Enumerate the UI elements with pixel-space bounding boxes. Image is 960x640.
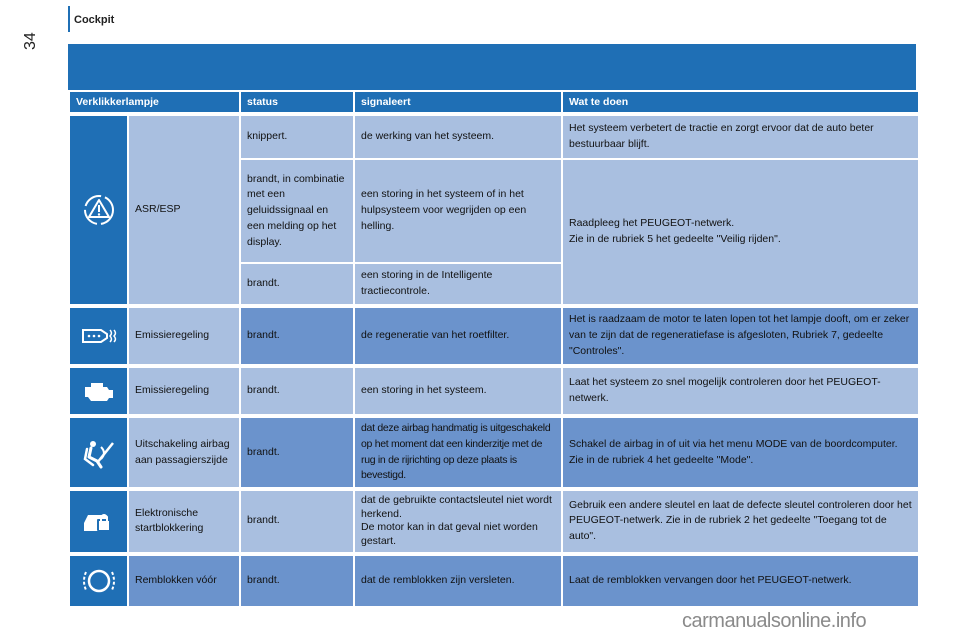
status-cell: brandt. <box>241 418 353 487</box>
signal-cell: een storing in het systeem of in het hulpsysteem voor wegrijden op een helling. <box>355 158 561 262</box>
action-cell: Het systeem verbetert de tractie en zorgt ervoor dat de auto beter bestuurbaar blijft. <box>563 116 918 158</box>
action-cell: Laat de remblokken vervangen door het PEUGEOT-netwerk. <box>563 556 918 606</box>
status-cell: brandt. <box>241 308 353 364</box>
lamp-name: Emissieregeling <box>129 308 239 364</box>
action-cell <box>563 158 918 304</box>
table-row <box>70 368 918 414</box>
status-cell: brandt, in combinatie met een geluidssignaal en een melding op het display. <box>241 158 353 262</box>
lamp-name-asr: ASR/ESP <box>129 116 239 304</box>
page-number: 34 <box>22 32 39 50</box>
engine-icon <box>70 368 127 414</box>
status-cell: brandt. <box>241 491 353 552</box>
watermark: carmanualsonline.info <box>682 610 867 632</box>
table-row <box>70 556 918 606</box>
signal-cell: dat deze airbag handmatig is uitgeschakeld op het moment dat een kinderzitje met de rug in de rijrichting op deze plaats is bevestigd. <box>355 418 561 487</box>
col-header-action: Wat te doen <box>563 92 918 112</box>
action-cell: Gebruik een andere sleutel en laat de defecte sleutel controleren door het PEUGEOT-netwerk. Zie in de rubriek 2 het gedeelte "Toegang tot de auto". <box>563 491 918 552</box>
signal-line: De motor kan in dat geval niet worden gestart. <box>361 521 538 547</box>
warning-triangle-icon <box>70 116 127 304</box>
signal-line: dat de gebruikte contactsleutel niet wordt herkend. <box>361 494 552 520</box>
brake-pad-icon <box>70 556 127 606</box>
lamp-name: Remblokken vóór <box>129 556 239 606</box>
status-cell: knippert. <box>241 116 353 158</box>
col-header-status: status <box>241 92 353 112</box>
table-banner <box>68 44 916 90</box>
lamp-name: Uitschakeling airbag aan passagierszijde <box>129 418 239 487</box>
warning-lights-table <box>68 92 920 606</box>
table-row <box>70 116 918 158</box>
col-header-signal: signaleert <box>355 92 561 112</box>
action-line: Zie in de rubriek 5 het gedeelte "Veilig rijden". <box>569 233 781 245</box>
signal-cell: dat de remblokken zijn versleten. <box>355 556 561 606</box>
signal-cell <box>355 491 561 552</box>
section-title: Cockpit <box>74 14 115 26</box>
table-row <box>70 308 918 364</box>
status-cell: brandt. <box>241 556 353 606</box>
table-row <box>70 491 918 552</box>
action-line: Raadpleeg het PEUGEOT-netwerk. <box>569 217 735 230</box>
action-cell: Het is raadzaam de motor te laten lopen tot het lampje dooft, om er zeker van te zijn dat de regeneratiefase is afgesloten, Rubriek 7, gedeelte "Controles". <box>563 308 918 364</box>
action-cell: Laat het systeem zo snel mogelijk controleren door het PEUGEOT-netwerk. <box>563 368 918 414</box>
table-header-row <box>70 92 918 112</box>
signal-cell: een storing in de Intelligente tractiecontrole. <box>355 262 561 304</box>
col-header-lamp: Verklikkerlampje <box>70 92 239 112</box>
lamp-name: Emissieregeling <box>129 368 239 414</box>
table-row <box>70 418 918 487</box>
action-cell: Schakel de airbag in of uit via het menu MODE van de boordcomputer. Zie in de rubriek 4 het gedeelte "Mode". <box>563 418 918 487</box>
particle-filter-icon <box>70 308 127 364</box>
signal-cell: de regeneratie van het roetfilter. <box>355 308 561 364</box>
airbag-off-icon <box>70 418 127 487</box>
signal-cell: een storing in het systeem. <box>355 368 561 414</box>
header-accent-bar <box>68 6 70 32</box>
status-cell: brandt. <box>241 262 353 304</box>
lamp-name: Elektronische startblokkering <box>129 491 239 552</box>
signal-cell: de werking van het systeem. <box>355 116 561 158</box>
status-cell: brandt. <box>241 368 353 414</box>
immobiliser-icon <box>70 491 127 552</box>
